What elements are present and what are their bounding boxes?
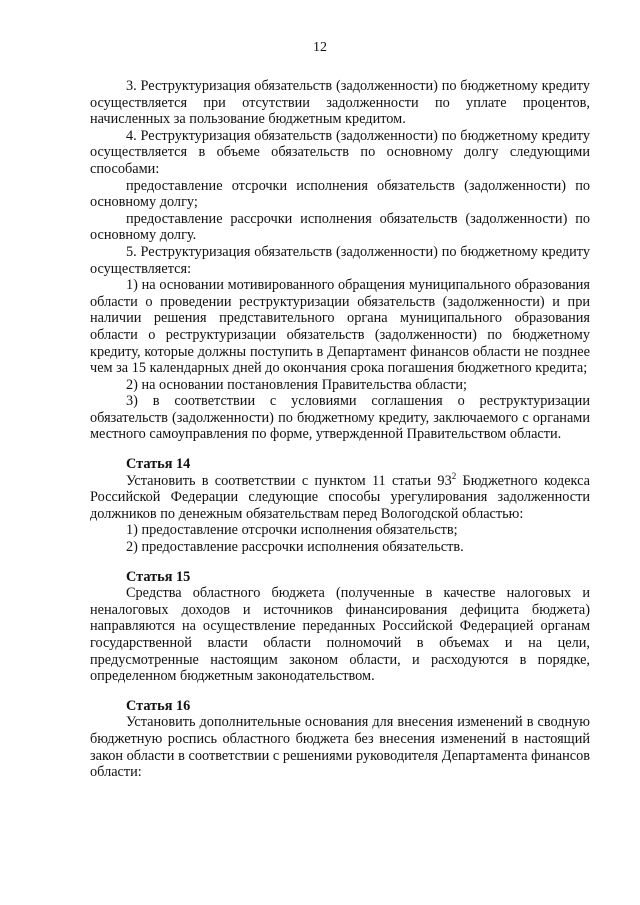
paragraph: предоставление рассрочки исполнения обязательств (задолженности) по основному долгу. xyxy=(90,210,590,244)
paragraph: 3. Реструктуризация обязательств (задолженности) по бюджетному кредиту осуществляется при отсутствии задолженности по уплате процентов, начисленных за пользование бюджетным кредитом. xyxy=(90,78,590,128)
paragraph xyxy=(90,470,590,523)
article-heading: Статья 14 xyxy=(126,456,191,473)
paragraph: 1) на основании мотивированного обращения муниципального образования области о проведении реструктуризации обязательств (задолженности) и при наличии решения представительного органа муниципального образования области о реструктуризации обязательств (задолженности) по бюджетному кредиту, которые должны поступить в Департамент финансов области не позднее чем за 15 календарных дней до окончания срока погашения бюджетного кредита; xyxy=(90,277,590,377)
paragraph: предоставление отсрочки исполнения обязательств (задолженности) по основному долгу; xyxy=(90,177,590,211)
document-body xyxy=(90,78,590,781)
article-heading: Статья 16 xyxy=(126,697,191,714)
paragraph: Средства областного бюджета (полученные в качестве налоговых и неналоговых доходов и источников финансирования дефицита бюджета) направляются на осуществление переданных Российской Федерацией органам государственной власти области полномочий в объемах и на цели, предусмотренные настоящим законом области, и расходуются в порядке, определенном бюджетным законодательством. xyxy=(90,585,590,685)
paragraph: Установить дополнительные основания для внесения изменений в сводную бюджетную роспись областного бюджета без внесения изменений в настоящий закон области в соответствии с решениями руководителя Департамента финансов области: xyxy=(90,714,590,781)
article-heading: Статья 15 xyxy=(126,568,191,585)
paragraph: 3) в соответствии с условиями соглашения о реструктуризации обязательств (задолженности) по бюджетному кредиту, заключаемого с органами местного самоуправления по форме, утвержденной Правительством области. xyxy=(90,393,590,443)
paragraph: 1) предоставление отсрочки исполнения обязательств; xyxy=(126,522,458,539)
paragraph: 5. Реструктуризация обязательств (задолженности) по бюджетному кредиту осуществляется: xyxy=(90,243,590,277)
paragraph: 4. Реструктуризация обязательств (задолженности) по бюджетному кредиту осуществляется в объеме обязательств по основному долгу следующими способами: xyxy=(90,127,590,177)
paragraph: 2) предоставление рассрочки исполнения обязательств. xyxy=(126,539,464,556)
paragraph-text: Бюджетного кодекса Российской Федерации следующие способы урегулирования задолженности должников по денежным обязательствам перед Вологодской областью: xyxy=(90,472,590,522)
superscript: 2 xyxy=(451,470,457,481)
paragraph: 2) на основании постановления Правительства области; xyxy=(126,376,468,393)
paragraph-text: Установить в соответствии с пунктом 11 статьи 93 xyxy=(126,472,452,489)
page-number: 12 xyxy=(313,40,327,55)
